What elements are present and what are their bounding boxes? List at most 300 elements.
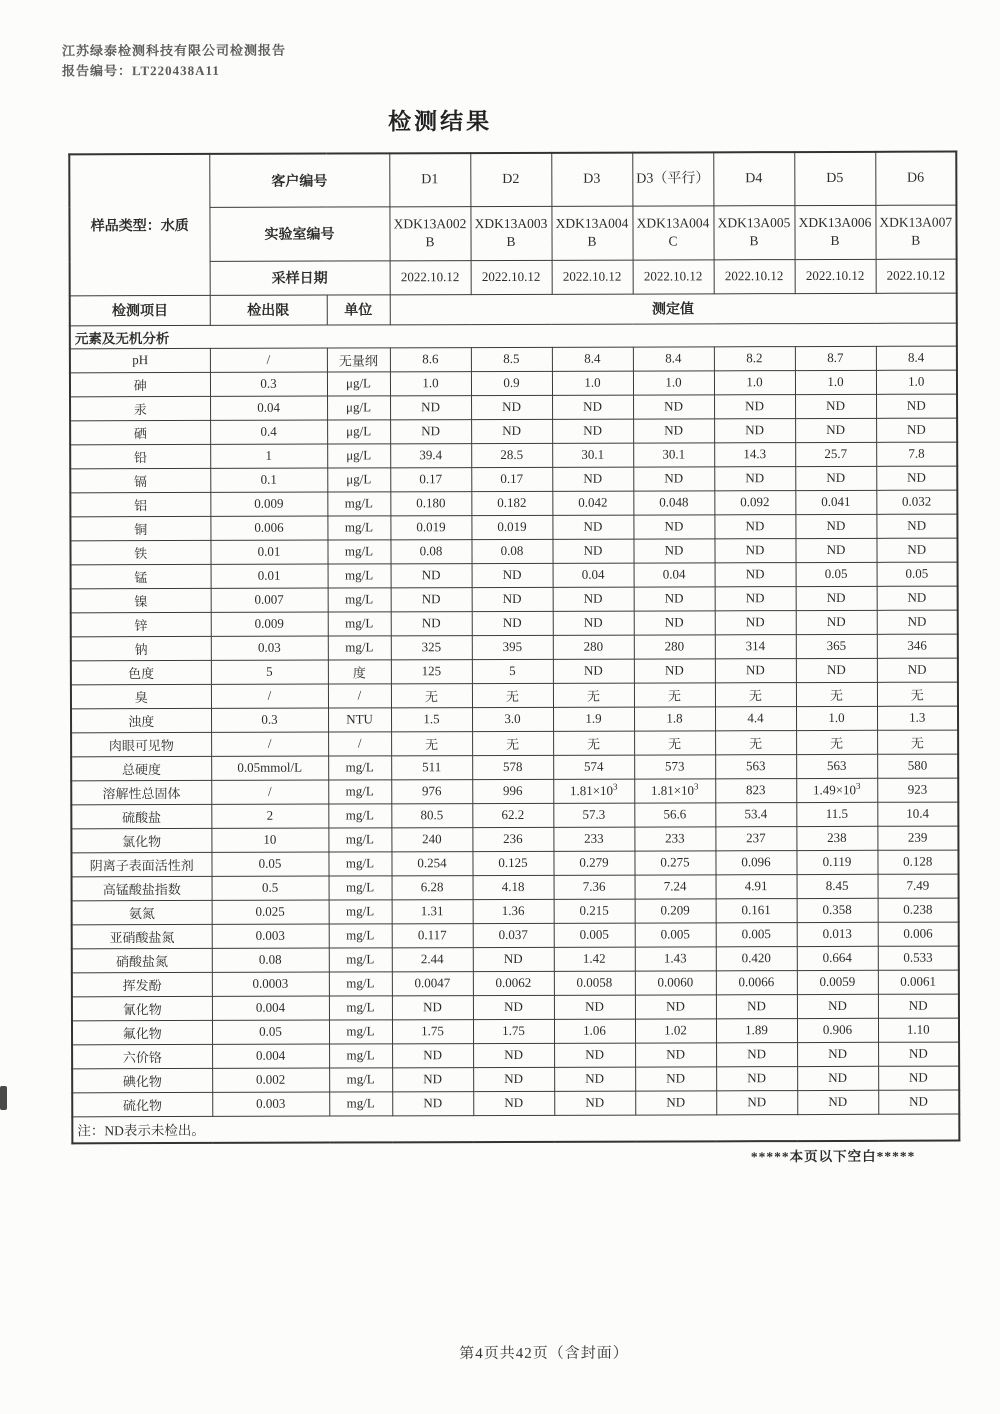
sampling-date-label: 采样日期 bbox=[210, 260, 390, 295]
measured-value: 237 bbox=[715, 826, 796, 850]
measured-value: 3.0 bbox=[472, 707, 553, 731]
measured-value: 0.048 bbox=[633, 490, 714, 514]
measured-value: 563 bbox=[715, 754, 796, 778]
measured-value: ND bbox=[876, 418, 957, 442]
measured-value: 1.43 bbox=[635, 946, 716, 970]
item-name: 铜 bbox=[70, 516, 210, 540]
measured-value: 365 bbox=[796, 634, 877, 658]
measured-value: 0.04 bbox=[634, 562, 715, 586]
measured-value: 0.0062 bbox=[473, 971, 554, 995]
measured-value: ND bbox=[552, 395, 633, 419]
measured-value: 无 bbox=[634, 682, 715, 706]
lab-id: XDK13A006B bbox=[794, 205, 875, 259]
measured-value: 0.0058 bbox=[554, 971, 635, 995]
unit: mg/L bbox=[329, 923, 392, 947]
measured-value: 0.254 bbox=[391, 851, 472, 875]
table-row bbox=[72, 898, 959, 925]
measured-value: 0.17 bbox=[390, 467, 471, 491]
item-name: 钠 bbox=[71, 636, 211, 660]
measured-value: 923 bbox=[877, 778, 958, 802]
column-header: D1 bbox=[389, 153, 470, 206]
measured-value: 1.75 bbox=[473, 1019, 554, 1043]
measured-value: 578 bbox=[472, 755, 553, 779]
detection-limit: 0.3 bbox=[211, 708, 328, 732]
unit: mg/L bbox=[328, 803, 391, 827]
table-note: 注：ND表示未检出。 bbox=[72, 1114, 959, 1144]
unit: mg/L bbox=[329, 971, 392, 995]
measured-value: ND bbox=[633, 418, 714, 442]
table-row bbox=[72, 1090, 959, 1117]
table-row bbox=[71, 706, 958, 733]
measured-value: ND bbox=[634, 610, 715, 634]
detection-limit: 0.002 bbox=[212, 1068, 329, 1092]
item-name: 浊度 bbox=[71, 708, 211, 732]
measured-value: 0.032 bbox=[876, 490, 957, 514]
measured-value: 0.042 bbox=[552, 491, 633, 515]
measured-value: 0.161 bbox=[716, 898, 797, 922]
scan-artifact bbox=[0, 1086, 7, 1110]
measured-value: ND bbox=[633, 514, 714, 538]
measured-value: 无 bbox=[715, 730, 796, 754]
measured-value: 无 bbox=[796, 730, 877, 754]
item-name: 氯化物 bbox=[71, 828, 211, 852]
columns-title-row bbox=[70, 293, 957, 326]
unit: mg/L bbox=[329, 1019, 392, 1043]
measured-value: ND bbox=[391, 611, 472, 635]
column-header: D4 bbox=[713, 152, 794, 205]
measured-value: ND bbox=[714, 538, 795, 562]
detection-limit: / bbox=[211, 732, 328, 756]
table-row bbox=[71, 730, 958, 757]
measured-value: 1.0 bbox=[390, 371, 471, 395]
item-name: pH bbox=[70, 348, 210, 372]
item-name: 总硬度 bbox=[71, 756, 211, 780]
measured-value: ND bbox=[473, 947, 554, 971]
section-row bbox=[70, 323, 957, 349]
measured-value: 1.75 bbox=[392, 1019, 473, 1043]
measured-value: ND bbox=[634, 658, 715, 682]
measured-value: ND bbox=[714, 466, 795, 490]
measured-value: ND bbox=[391, 563, 472, 587]
table-row bbox=[71, 586, 958, 613]
measured-value: 0.238 bbox=[878, 898, 959, 922]
note-row bbox=[72, 1114, 959, 1144]
measured-value: 0.182 bbox=[471, 491, 552, 515]
measured-value: ND bbox=[716, 1090, 797, 1114]
measured-value: ND bbox=[552, 539, 633, 563]
measured-value: ND bbox=[877, 610, 958, 634]
measured-value: ND bbox=[797, 1042, 878, 1066]
page-number: 第4页共42页（含封面） bbox=[459, 1345, 629, 1363]
measured-value: ND bbox=[554, 1043, 635, 1067]
measured-value: 0.180 bbox=[390, 491, 471, 515]
measured-value: 无 bbox=[553, 683, 634, 707]
measured-value: ND bbox=[715, 562, 796, 586]
table-row bbox=[70, 442, 957, 469]
measured-value: ND bbox=[795, 538, 876, 562]
detection-limit: 1 bbox=[210, 444, 327, 468]
measured-value: ND bbox=[635, 994, 716, 1018]
unit: μg/L bbox=[327, 371, 390, 395]
measured-value: 0.275 bbox=[634, 850, 715, 874]
detection-limit: 0.025 bbox=[212, 900, 329, 924]
measured-value: 8.45 bbox=[797, 874, 878, 898]
measured-value: 56.6 bbox=[634, 802, 715, 826]
item-name: 锰 bbox=[71, 564, 211, 588]
measured-value: ND bbox=[878, 1090, 959, 1114]
measured-value: 53.4 bbox=[715, 802, 796, 826]
measured-value: ND bbox=[473, 995, 554, 1019]
unit: / bbox=[328, 683, 391, 707]
item-name: 铁 bbox=[70, 540, 210, 564]
item-name: 砷 bbox=[70, 372, 210, 396]
measured-value: 无 bbox=[634, 730, 715, 754]
measured-value: ND bbox=[473, 1067, 554, 1091]
measured-value: 1.5 bbox=[391, 707, 472, 731]
measured-value: ND bbox=[714, 418, 795, 442]
unit: mg/L bbox=[329, 995, 392, 1019]
measured-value: ND bbox=[878, 994, 959, 1018]
detection-limit: 5 bbox=[211, 660, 328, 684]
measured-value: 580 bbox=[877, 754, 958, 778]
detection-limit: 0.05 bbox=[211, 852, 328, 876]
table-row bbox=[71, 802, 958, 829]
measured-value: 1.0 bbox=[796, 706, 877, 730]
measured-value: 0.0059 bbox=[797, 970, 878, 994]
unit: mg/L bbox=[328, 827, 391, 851]
unit: mg/L bbox=[328, 851, 391, 875]
table-row bbox=[70, 394, 957, 421]
measured-value: 30.1 bbox=[633, 442, 714, 466]
lab-id: XDK13A002B bbox=[389, 206, 470, 260]
measured-value: ND bbox=[473, 1091, 554, 1115]
measured-value: 0.096 bbox=[715, 850, 796, 874]
detection-limit: 0.007 bbox=[211, 588, 328, 612]
measured-value: 280 bbox=[553, 635, 634, 659]
measured-value: ND bbox=[554, 1067, 635, 1091]
detection-limit: 0.4 bbox=[210, 420, 327, 444]
measured-value: 8.6 bbox=[390, 347, 471, 371]
measured-label: 测定值 bbox=[390, 293, 957, 325]
detection-limit: 0.5 bbox=[212, 876, 329, 900]
measured-value: ND bbox=[472, 563, 553, 587]
detection-limit: 0.004 bbox=[212, 996, 329, 1020]
unit: mg/L bbox=[328, 755, 391, 779]
measured-value: ND bbox=[633, 538, 714, 562]
table-row bbox=[72, 1018, 959, 1045]
measured-value: ND bbox=[714, 514, 795, 538]
detection-limit: 0.3 bbox=[210, 372, 327, 396]
section-label: 元素及无机分析 bbox=[70, 323, 957, 349]
sampling-date: 2022.10.12 bbox=[552, 260, 633, 294]
measured-value: 823 bbox=[715, 778, 796, 802]
unit: 无量纲 bbox=[327, 347, 390, 371]
table-row bbox=[71, 826, 958, 853]
detection-limit: 0.0003 bbox=[212, 972, 329, 996]
table-row bbox=[70, 370, 957, 397]
detection-limit: / bbox=[210, 348, 327, 372]
item-name: 硒 bbox=[70, 420, 210, 444]
table-row bbox=[71, 850, 958, 877]
measured-value: 无 bbox=[391, 683, 472, 707]
measured-value: 11.5 bbox=[796, 802, 877, 826]
customer-id-row bbox=[69, 152, 956, 208]
measured-value: ND bbox=[876, 538, 957, 562]
table-row bbox=[72, 1066, 959, 1093]
item-name: 硝酸盐氮 bbox=[72, 948, 212, 972]
table-row bbox=[70, 538, 957, 565]
measured-value: 1.9 bbox=[553, 707, 634, 731]
unit: mg/L bbox=[328, 563, 391, 587]
measured-value: 7.8 bbox=[876, 442, 957, 466]
item-label: 检测项目 bbox=[70, 295, 210, 325]
measured-value: ND bbox=[876, 466, 957, 490]
detection-limit: 10 bbox=[211, 828, 328, 852]
measured-value: 8.7 bbox=[795, 346, 876, 370]
measured-value: 0.209 bbox=[635, 898, 716, 922]
measured-value: 0.005 bbox=[716, 922, 797, 946]
measured-value: 7.49 bbox=[878, 874, 959, 898]
measured-value: 0.037 bbox=[473, 923, 554, 947]
table-row bbox=[71, 562, 958, 589]
table-row bbox=[71, 754, 958, 781]
measured-value: 314 bbox=[715, 634, 796, 658]
measured-value: 1.42 bbox=[554, 947, 635, 971]
unit: mg/L bbox=[328, 587, 391, 611]
table-row bbox=[72, 874, 959, 901]
blank-below-note: *****本页以下空白***** bbox=[750, 1148, 916, 1165]
measured-value: 6.28 bbox=[392, 875, 473, 899]
measured-value: 280 bbox=[634, 634, 715, 658]
measured-value: 0.533 bbox=[878, 946, 959, 970]
measured-value: ND bbox=[878, 1066, 959, 1090]
measured-value: 0.05 bbox=[877, 562, 958, 586]
measured-value: 240 bbox=[391, 827, 472, 851]
item-name: 溶解性总固体 bbox=[71, 780, 211, 804]
measured-value: 28.5 bbox=[471, 443, 552, 467]
table-row bbox=[70, 346, 957, 373]
measured-value: ND bbox=[715, 586, 796, 610]
table-row bbox=[71, 634, 958, 661]
table-row bbox=[70, 514, 957, 541]
measured-value: 7.36 bbox=[554, 875, 635, 899]
measured-value: 25.7 bbox=[795, 442, 876, 466]
company-name: 江苏绿泰检测科技有限公司检测报告 bbox=[61, 42, 286, 59]
detection-limit: 0.003 bbox=[212, 924, 329, 948]
sample-type-cell: 样品类型：水质 bbox=[69, 154, 209, 295]
measured-value: ND bbox=[714, 394, 795, 418]
measured-value: ND bbox=[877, 658, 958, 682]
measured-value: ND bbox=[635, 1066, 716, 1090]
measured-value: ND bbox=[472, 611, 553, 635]
unit: μg/L bbox=[327, 419, 390, 443]
measured-value: ND bbox=[796, 658, 877, 682]
column-header: D2 bbox=[470, 153, 551, 206]
lab-id: XDK13A005B bbox=[713, 205, 794, 259]
measured-value: $1.49\times 10^3$ bbox=[796, 778, 877, 802]
measured-value: 233 bbox=[553, 827, 634, 851]
measured-value: 0.358 bbox=[797, 898, 878, 922]
measured-value: 1.0 bbox=[714, 370, 795, 394]
unit: NTU bbox=[328, 707, 391, 731]
measured-value: 574 bbox=[553, 755, 634, 779]
table-row bbox=[71, 610, 958, 637]
lab-id: XDK13A007B bbox=[875, 205, 956, 259]
unit: mg/L bbox=[329, 1067, 392, 1091]
page-title: 检测结果 bbox=[388, 109, 493, 135]
unit: mg/L bbox=[327, 539, 390, 563]
measured-value: 无 bbox=[877, 682, 958, 706]
unit: mg/L bbox=[328, 635, 391, 659]
measured-value: ND bbox=[554, 1091, 635, 1115]
item-name: 汞 bbox=[70, 396, 210, 420]
table-row bbox=[70, 418, 957, 445]
measured-value: ND bbox=[552, 515, 633, 539]
measured-value: ND bbox=[797, 1090, 878, 1114]
measured-value: 0.128 bbox=[877, 850, 958, 874]
measured-value: 4.18 bbox=[473, 875, 554, 899]
column-header: D5 bbox=[794, 152, 875, 205]
detection-limit: 0.003 bbox=[212, 1092, 329, 1116]
item-name: 氟化物 bbox=[72, 1020, 212, 1044]
column-header: D3 bbox=[551, 153, 632, 206]
measured-value: ND bbox=[391, 587, 472, 611]
lab-id: XDK13A004B bbox=[551, 206, 632, 260]
detection-limit: 0.04 bbox=[210, 396, 327, 420]
item-name: 氨氮 bbox=[72, 900, 212, 924]
measured-value: 0.125 bbox=[472, 851, 553, 875]
measured-value: ND bbox=[716, 994, 797, 1018]
sampling-date: 2022.10.12 bbox=[633, 259, 714, 293]
unit: mg/L bbox=[329, 875, 392, 899]
unit: mg/L bbox=[328, 779, 391, 803]
measured-value: ND bbox=[797, 1066, 878, 1090]
measured-value: ND bbox=[715, 658, 796, 682]
measured-value: 2.44 bbox=[392, 947, 473, 971]
measured-value: 0.420 bbox=[716, 946, 797, 970]
item-name: 亚硝酸盐氮 bbox=[72, 924, 212, 948]
detection-limit: 0.01 bbox=[210, 540, 327, 564]
table-row bbox=[70, 466, 957, 493]
measured-value: 0.005 bbox=[635, 922, 716, 946]
measured-value: ND bbox=[471, 395, 552, 419]
unit: μg/L bbox=[327, 443, 390, 467]
measured-value: 1.02 bbox=[635, 1018, 716, 1042]
item-name: 挥发酚 bbox=[72, 972, 212, 996]
measured-value: ND bbox=[877, 586, 958, 610]
measured-value: 239 bbox=[877, 826, 958, 850]
item-name: 铝 bbox=[70, 492, 210, 516]
document-header bbox=[62, 41, 286, 82]
measured-value: 0.0047 bbox=[392, 971, 473, 995]
table-row bbox=[72, 994, 959, 1021]
measured-value: 4.91 bbox=[716, 874, 797, 898]
detection-limit: 0.1 bbox=[210, 468, 327, 492]
unit-label: 单位 bbox=[327, 294, 390, 324]
item-name: 高锰酸盐指数 bbox=[72, 876, 212, 900]
measured-value: ND bbox=[392, 1043, 473, 1067]
detection-limit: 2 bbox=[211, 804, 328, 828]
measured-value: 1.89 bbox=[716, 1018, 797, 1042]
measured-value: $1.81\times 10^3$ bbox=[553, 779, 634, 803]
measured-value: 39.4 bbox=[390, 443, 471, 467]
detection-limit: 0.05 bbox=[212, 1020, 329, 1044]
sampling-date: 2022.10.12 bbox=[714, 259, 795, 293]
measured-value: 573 bbox=[634, 754, 715, 778]
measured-value: 125 bbox=[391, 659, 472, 683]
sampling-date: 2022.10.12 bbox=[876, 259, 957, 293]
item-name: 阴离子表面活性剂 bbox=[71, 852, 211, 876]
measured-value: 无 bbox=[796, 682, 877, 706]
measured-value: 8.4 bbox=[876, 346, 957, 370]
detection-limit: 0.004 bbox=[212, 1044, 329, 1068]
measured-value: ND bbox=[633, 394, 714, 418]
lab-id: XDK13A004C bbox=[632, 205, 713, 259]
measured-value: 0.17 bbox=[471, 467, 552, 491]
measured-value: ND bbox=[472, 587, 553, 611]
detection-limit: / bbox=[211, 684, 328, 708]
measured-value: ND bbox=[634, 586, 715, 610]
measured-value: $1.81\times 10^3$ bbox=[634, 778, 715, 802]
measured-value: 10.4 bbox=[877, 802, 958, 826]
measured-value: 1.0 bbox=[876, 370, 957, 394]
measured-value: 0.08 bbox=[471, 539, 552, 563]
measured-value: ND bbox=[635, 1090, 716, 1114]
measured-value: 511 bbox=[391, 755, 472, 779]
measured-value: 无 bbox=[391, 731, 472, 755]
measured-value: 0.041 bbox=[795, 490, 876, 514]
detection-limit: / bbox=[211, 780, 328, 804]
table-row bbox=[72, 970, 959, 997]
measured-value: 0.0061 bbox=[878, 970, 959, 994]
item-name: 硫化物 bbox=[72, 1092, 212, 1116]
measured-value: ND bbox=[876, 394, 957, 418]
measured-value: ND bbox=[390, 395, 471, 419]
measured-value: 14.3 bbox=[714, 442, 795, 466]
sampling-date: 2022.10.12 bbox=[471, 260, 552, 294]
measured-value: ND bbox=[795, 394, 876, 418]
detection-limit: 0.006 bbox=[210, 516, 327, 540]
measured-value: 0.04 bbox=[553, 563, 634, 587]
measured-value: 0.019 bbox=[471, 515, 552, 539]
sampling-date: 2022.10.12 bbox=[795, 259, 876, 293]
column-header: D3（平行） bbox=[632, 152, 713, 205]
measured-value: 0.0060 bbox=[635, 970, 716, 994]
item-name: 碘化物 bbox=[72, 1068, 212, 1092]
measured-value: 976 bbox=[391, 779, 472, 803]
measured-value: 0.664 bbox=[797, 946, 878, 970]
measured-value: ND bbox=[553, 659, 634, 683]
table-row bbox=[71, 778, 958, 805]
item-name: 镉 bbox=[70, 468, 210, 492]
item-name: 镍 bbox=[71, 588, 211, 612]
measured-value: 0.119 bbox=[796, 850, 877, 874]
detection-limit: 0.009 bbox=[211, 612, 328, 636]
measured-value: 1.0 bbox=[633, 370, 714, 394]
unit: mg/L bbox=[329, 1043, 392, 1067]
measured-value: 233 bbox=[634, 826, 715, 850]
measured-value: 236 bbox=[472, 827, 553, 851]
measured-value: 0.092 bbox=[714, 490, 795, 514]
measured-value: 0.019 bbox=[390, 515, 471, 539]
measured-value: ND bbox=[716, 1042, 797, 1066]
measured-value: 0.08 bbox=[390, 539, 471, 563]
measured-value: ND bbox=[553, 587, 634, 611]
customer-no-label: 客户编号 bbox=[209, 153, 389, 207]
measured-value: 30.1 bbox=[552, 443, 633, 467]
measured-value: 1.06 bbox=[554, 1019, 635, 1043]
measured-value: 1.0 bbox=[795, 370, 876, 394]
